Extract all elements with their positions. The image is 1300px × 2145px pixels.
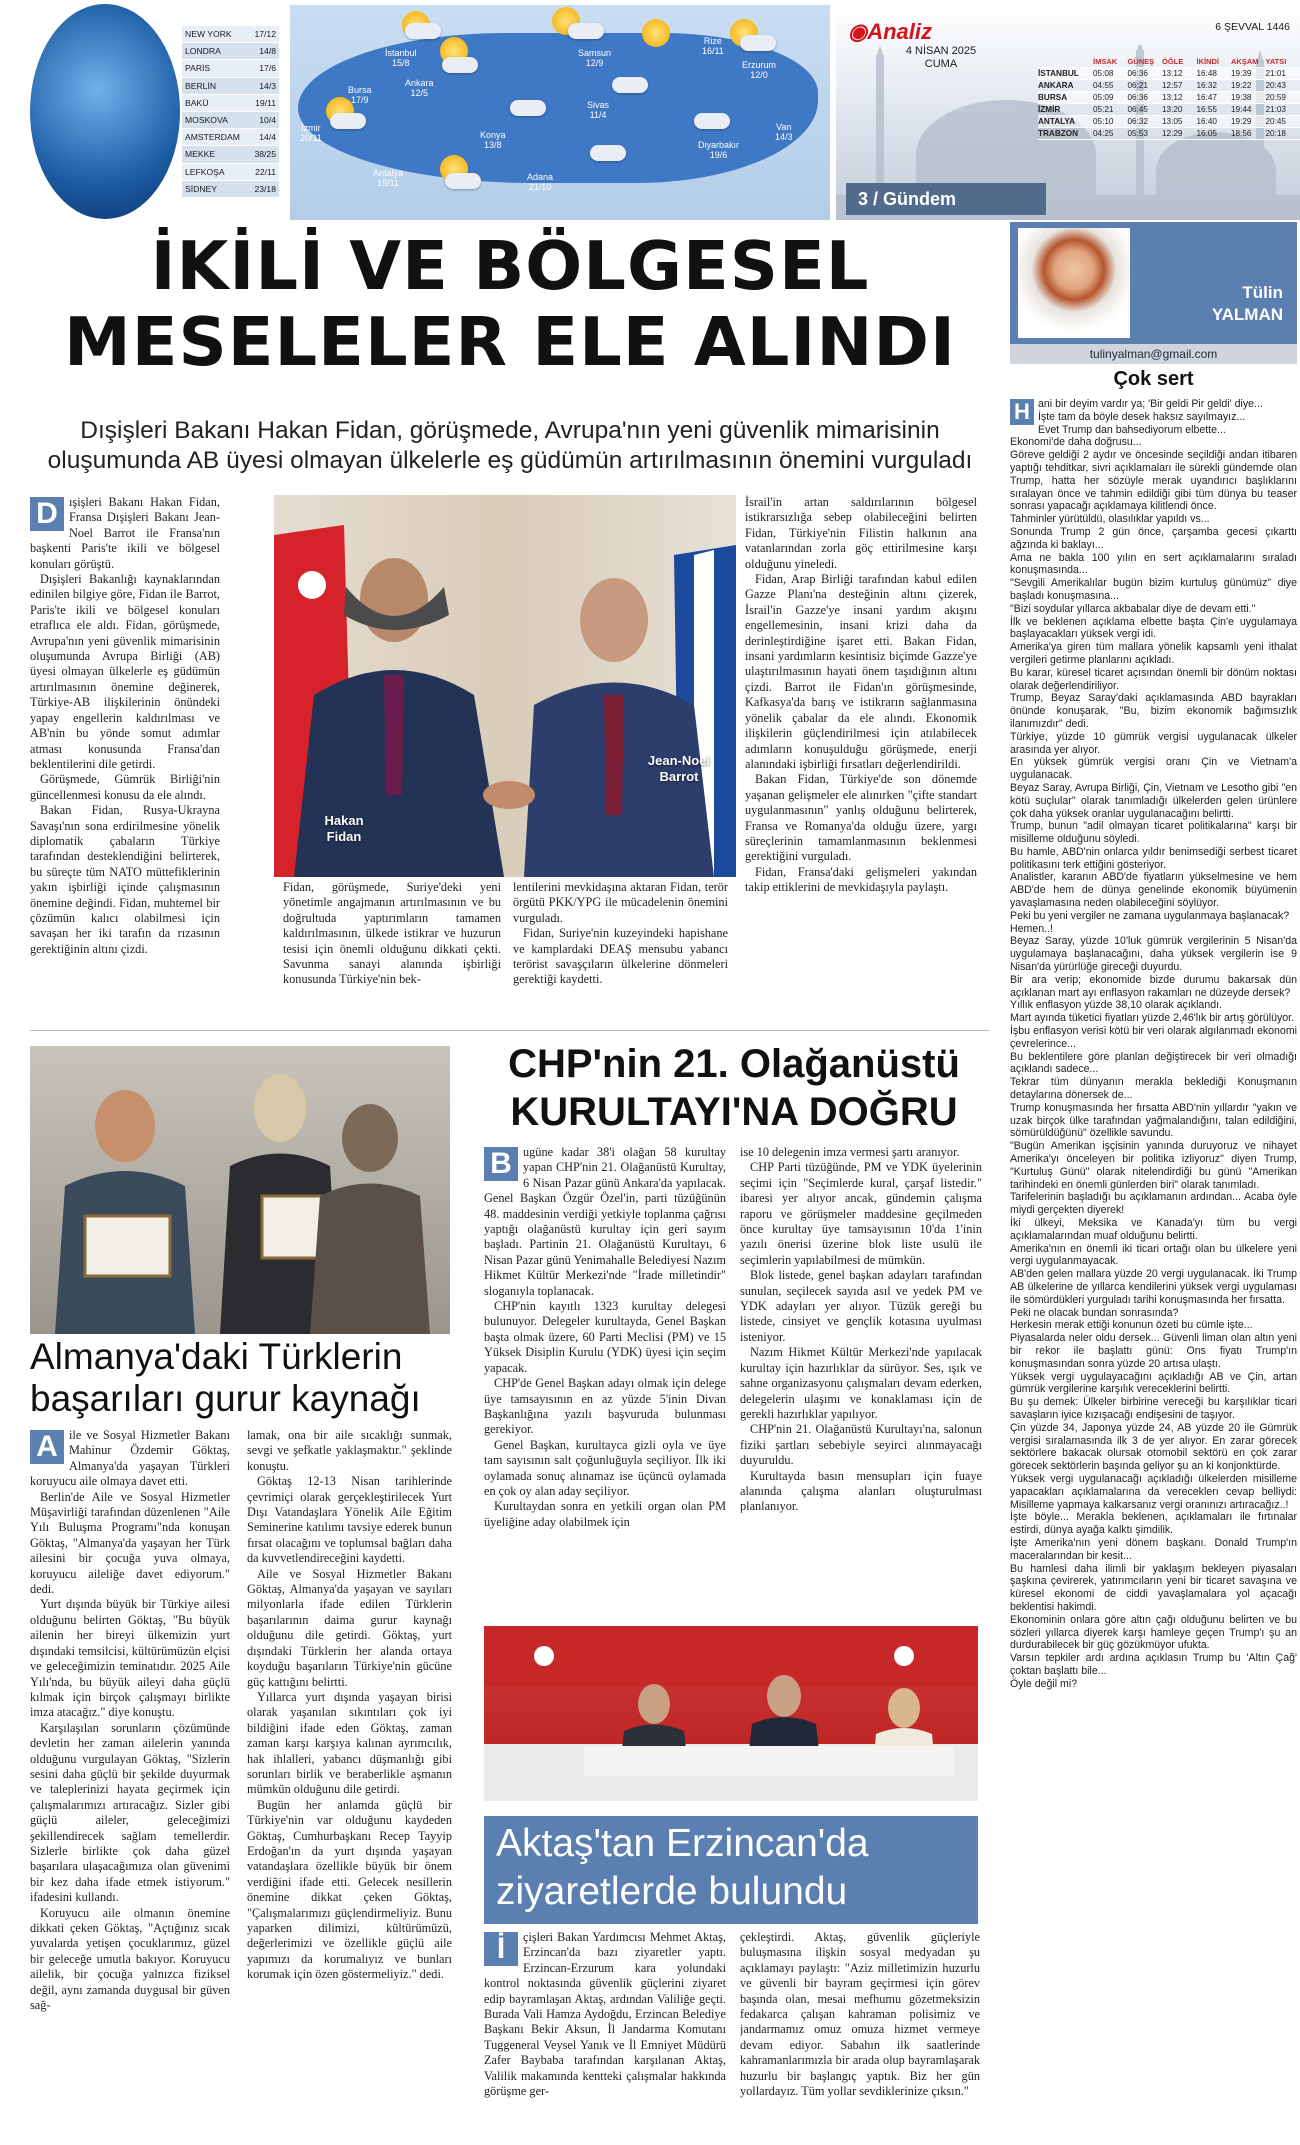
- prayer-time: 13:05: [1162, 117, 1183, 126]
- column-paragraph: [1010, 436, 1297, 449]
- prayer-time: 21:03: [1265, 105, 1286, 114]
- prayer-time: 13:12: [1162, 93, 1183, 102]
- prayer-header: ÖĞLE: [1162, 57, 1184, 66]
- column-paragraph: [1010, 1537, 1297, 1563]
- column-paragraph: [1010, 1652, 1297, 1678]
- map-city: Sivas 11/4: [587, 100, 610, 120]
- column-paragraph: [1010, 756, 1297, 782]
- city-name: BERLİN: [185, 80, 217, 91]
- column-paragraph-text: Ama ne bakla 100 yılın en sert açıklamalarını sıraladı konuşmasında...: [1010, 551, 1297, 577]
- main-article-col2: Fidan, görüşmede, Suriye'deki yeni yönetimle angajmanın artırılmasının ve bu doğrultuda yaptırımların tamamen kaldırılmasının, ülkede istikrar ve huzurun tesisi için önemli olduğunu dikkati çekti. Savunma sanayi alanında işbirliği konusunda Türkiye'nin bek-: [283, 880, 501, 987]
- map-city: Van 14/3: [775, 122, 793, 142]
- column-paragraph: [1010, 1371, 1297, 1397]
- city-temp: 38/25: [254, 149, 276, 160]
- column-paragraph-text: Çin yüzde 34, Japonya yüzde 24, AB yüzde 20 ile Gümrük vergisi sıralamasında ilk 3 de yer alıyor. En zarar görecek sektörlere bakacak olursak otomobil sektörü en çok zarar görecek sektörlerin başında geliyor şu an ki konjonktürde.: [1010, 1421, 1297, 1473]
- prayer-time: 20:43: [1265, 81, 1286, 90]
- column-paragraph: [1010, 1217, 1297, 1243]
- city-name: MEKKE: [185, 149, 216, 160]
- city-name: MOSKOVA: [185, 115, 228, 126]
- column-paragraph-text: Sonunda Trump 2 gün önce, çarşamba gecesi çıkarttı ağzında ki baklayı...: [1010, 525, 1297, 551]
- prayer-time: 16:55: [1196, 105, 1217, 114]
- chp-meeting-photo: [484, 1626, 978, 1801]
- prayer-row: [1038, 116, 1300, 128]
- chp-col1: B ugüne kadar 38'i olağan 58 kurultay yapan CHP'nin 21. Olağanüstü Kurultay, 6 Nisan Pazar günü Ankara'da yapılacak. Genel Başkan Özgür Özel'in, parti tüzüğünün 48. maddesinin verdiği yetkiyle toplanma çağrısı yaptığı olağanüstü kurultay için geri sayım başladı. Partinin 21. Olağanüstü Kurultayı, 6 Nisan Pazar günü Yenimahalle Belediyesi Nazım Hikmet Kültür Merkezi'nde "İrade milletindir" sloganıyla toplanacak. CHP'nin kayıtlı 1323 kurultay delegesi bulunuyor. Delegeler kurultayda, Genel Başkan başta olmak üzere, 60 Parti Meclisi (PM) ve 15 Yüksek Disiplin Kurulu (YDK) üyesi için seçim yapacak. CHP'de Genel Başkan adayı olmak için delege üye tamsayısının en az yüzde 5'inin Divan Başkanlığına yazılı başvuruda bulunması gerekiyor. Genel Başkan, kurultayca gizli oyla ve üye tam sayısının salt çoğunluğuyla seçiliyor. İlk iki oylamada sonuç alınamaz ise üçüncü oylamada en çok oy alan aday seçiliyor. Kurultaydan sonra en yetkili organ olan PM üyeliğine aday olabilmek için: [484, 1145, 726, 1529]
- weather-city-row: [182, 164, 279, 181]
- columnist-header: [1010, 222, 1297, 344]
- column-paragraph: [1010, 603, 1297, 616]
- map-city: Diyarbakır 19/6: [698, 140, 740, 160]
- prayer-header: İMSAK: [1093, 57, 1118, 66]
- prayer-time: 21:01: [1265, 69, 1286, 78]
- prayer-row: [1038, 68, 1300, 80]
- cloud-icon: [694, 113, 730, 129]
- chp-col2: ise 10 delegenin imza vermesi şartı aranıyor. CHP Parti tüzüğünde, PM ve YDK üyelerinin seçimi için "Seçimlerde kural, çarşaf listedir." ibaresi yer alıyor ancak, gündemin çalışma raporu ve görüşmeler maddesine geçilmeden önce kurultay üye tamsayısının 10'da 1'inin yazılı önerisi üzerine blok liste usulü ile seçimlerin yapılabilmesi de mümkün. Blok listede, genel başkan adayları tarafından sunulan, seçilecek sayıda asıl ve yedek PM ve YDK adayları yer alıyor. Tüzük gereği bu listede, cinsiyet ve gençlik kotasına uyulması isteniyor. Nazım Hikmet Kültür Merkezi'nde yapılacak kurultay için hazırlıklar da sürüyor. Ses, ışık ve sahne organizasyonu çalışmaları devam ederken, delegelerin ulaşımı ve konaklaması için de gerekli hazırlıklar yapılıyor. CHP'nin 21. Olağanüstü Kurultayı'na, salonun fiziki şartları sebebiyle seyirci alınmayacağı duyuruldu. Kurultayda basın mensupları için fuaye alanında çalışma alanları oluşturulması planlanıyor.: [740, 1145, 982, 1514]
- column-paragraph: [1010, 1422, 1297, 1473]
- column-title: Çok sert: [1113, 368, 1194, 390]
- prayer-time: 19:22: [1231, 81, 1252, 90]
- ceremony-illustration: [30, 1046, 450, 1334]
- prayer-time: 05:10: [1093, 117, 1114, 126]
- prayer-time: 20:45: [1265, 117, 1286, 126]
- column-paragraph-text: Trump, Beyaz Saray'daki açıklamasında ABD bayrakları önünde konuşarak, "Bu, bizim ekonomik bağımsızlık ilanımızdır" dedi.: [1010, 692, 1297, 730]
- column-paragraph: [1010, 577, 1297, 603]
- cloud-icon: [445, 173, 481, 189]
- meeting-illustration: [484, 1626, 978, 1801]
- column-paragraph-text: İşte tam da böyle desek haksız sayılmayız...: [1038, 410, 1246, 423]
- city-name: LEFKOŞA: [185, 166, 225, 177]
- prayer-row: [1038, 80, 1300, 92]
- column-paragraph-text: Tekrar tüm dünyanın merakla beklediği Konuşmanın detaylarına dönersek de...: [1010, 1076, 1297, 1102]
- column-paragraph: [1010, 1268, 1297, 1306]
- column-paragraph-text: Yıllık enflasyon yüzde 38,10 olarak açıklandı.: [1010, 999, 1222, 1012]
- prayer-time: 20:18: [1265, 129, 1286, 138]
- city-temp: 23/18: [254, 183, 276, 194]
- prayer-city: ANTALYA: [1038, 117, 1076, 126]
- city-name: AMSTERDAM: [185, 132, 240, 143]
- column-paragraph: [1010, 1396, 1297, 1422]
- prayer-time: 13:20: [1162, 105, 1183, 114]
- column-paragraph-text: "Bugün Amerikan işçisinin yanında duruyoruz ve nihayet Amerika'yı önceleyen bir politika izliyoruz" diyen Trump, "Kurtuluş Günü" olarak nitelendirdiği bu günü "Amerikan tarihindeki en önemli günlerden biri" olarak tanımladı.: [1010, 1140, 1297, 1191]
- world-weather-table: [182, 26, 279, 198]
- city-temp: 14/8: [259, 46, 276, 57]
- column-paragraph: [1010, 513, 1297, 526]
- column-paragraph-text: Türkiye, yüzde 10 gümrük vergisi uygulanacak ülkeler arasında yer alıyor.: [1010, 730, 1297, 756]
- column-paragraph: [1010, 616, 1297, 642]
- dropcap: B: [484, 1147, 518, 1181]
- column-paragraph: [1010, 923, 1297, 936]
- column-paragraph-text: En yüksek gümrük vergisi oranı Çin ve Vietnam'a uygulanacak.: [1010, 756, 1297, 782]
- column-paragraph-text: Bu hamle, ABD'nin onlarca yıldır benimsediği serbest ticaret politikasını terk ettiğini gösteriyor.: [1010, 845, 1297, 871]
- prayer-time: 06:36: [1127, 93, 1148, 102]
- prayer-time: 05:53: [1127, 129, 1148, 138]
- column-paragraph-text: Tahminler yürütüldü, olasılıklar yapıldı vs...: [1010, 513, 1210, 526]
- prayer-time: 19:38: [1231, 93, 1252, 102]
- column-paragraph-text: Herkesin merak ettiği konunun özeti bu cümle işte...: [1010, 1319, 1253, 1332]
- map-city: Bursa 17/9: [348, 85, 372, 105]
- column-paragraph: [1010, 1473, 1297, 1511]
- dropcap: H: [1010, 399, 1034, 425]
- divider: [30, 1030, 990, 1031]
- weather-city-row: [182, 26, 279, 43]
- weather-city-row: [182, 43, 279, 60]
- column-paragraph-text: Ekonomi'de daha doğrusu...: [1010, 436, 1142, 449]
- column-paragraph-text: Öyle değil mi?: [1010, 1677, 1078, 1690]
- prayer-time: 19:39: [1231, 69, 1252, 78]
- main-subheadline: Dışişleri Bakanı Hakan Fidan, görüşmede, Avrupa'nın yeni güvenlik mimarisinin oluşumunda AB üyesi olmayan ülkelerle eş güdümün artırılmasının önemini vurguladı: [47, 417, 973, 474]
- column-paragraph-text: Bu hamlesi daha ilimli bir yaklaşım bekleyen piyasaları şaşkına çevirerek, yatırımcıların yeni bir ticaret savaşına ve küresel ekonomi de ciddi yavaşlamalara yol açacağı beklentisi hakimdi.: [1010, 1562, 1297, 1613]
- column-paragraph-text: AB'den gelen mallara yüzde 20 vergi uygulanacak. İki Trump AB ülkelerine de yıllarca kendilerini yüksek vergi uygulaması ile sömürdükleri yurguladı tarihi konuşmasında her fırsatta.: [1010, 1268, 1297, 1306]
- column-paragraph-text: Bir ara verip; ekonomide bizde durumu bakarsak dün açıklanan mart ayı enflasyon rakamları ne düzeyde dersek?: [1010, 973, 1297, 999]
- fidan-barrot-photo: [274, 495, 736, 877]
- column-paragraph-text: Bu şu demek: Ülkeler birbirine vereceği bu karşılıklar ticari savaşların iyice kızışacağı endişesini de taşıyor.: [1010, 1396, 1297, 1421]
- main-article-col1: D ışişleri Bakanı Hakan Fidan, Fransa Dışişleri Bakanı Jean-Noel Barrot ile Fransa'nın başkenti Paris'te ikili ve bölgesel konuları görüştü. Dışişleri Bakanlığı kaynaklarından edinilen bilgiye göre, Fidan ile Barrot, Paris'te ikili ve bölgesel konuları etraflıca ele aldı. Fidan, görüşmede, Avrupa'nın yeni güvenlik mimarisinin oluşumunda Avrupa Birliği (AB) üyesi olmayan ülkelerle eş güdümün artırılmasının önemine değinerek, Türkiye-AB ilişkilerinin önündeki yapay engellerin kaldırılması ve AB'nin bu yönde somut adımlar atması konusunda Fransa'dan beklentilerini dile getirdi. Görüşmede, Gümrük Birliği'nin güncellenmesi konusu da ele alındı. Bakan Fidan, Rusya-Ukrayna Savaşı'nın sona erdirilmesine yönelik diplomatik çabaların Türkiye tarafından desteklendiğini belirterek, bu süreçte tüm NATO müttefiklerinin yakın işbirliği içinde çalışmasının önemine değindi. Fidan, muhtemel bir çözümün kalıcı olabilmesi için savaşan her iki tarafın da rızasının gerektiğinin altını çizdi.: [30, 495, 220, 956]
- city-temp: 17/6: [259, 63, 276, 74]
- column-paragraph-text: İki ülkeyi, Meksika ve Kanada'yı tüm bu vergi açıklamalarından muaf olduğunu belirtti.: [1010, 1217, 1297, 1242]
- sun-icon: [642, 19, 670, 47]
- city-name: NEW YORK: [185, 29, 232, 39]
- aktas-col1: İ çişleri Bakan Yardımcısı Mehmet Aktaş, Erzincan'da bazı ziyaretler yaptı. Erzincan-Erzurum kara yolundaki kontrol noktasında güvenlik güçlerini ziyaret edip bayramlaşan Aktaş, ardından Valiliğe geçti. Burada Vali Hamza Aydoğdu, Erzincan Belediye Başkanı Bekir Aksun, İl Jandarma Komutanı Tuggeneral Veysel Yanık ve İl Emniyet Müdürü Zafer Baybaba tarafından karşılanan Aktaş, Valilik makamında kentteki çalışmalar hakkında görüşme ger-: [484, 1930, 726, 2099]
- prayer-time: 19:29: [1231, 117, 1252, 126]
- column-paragraph-text: Yüksek vergi uygulanacağı açıkladığı ülkelerden misilleme yapacakları açıklamalarına da vereceklerı cevap belliydi: Misilleme yapmaya kalkarsanız vergi oranınızı artıracağız..!: [1010, 1472, 1297, 1511]
- column-paragraph: [1010, 526, 1297, 552]
- prayer-time: 20:59: [1265, 93, 1286, 102]
- hijri-date: 6 ŞEVVAL 1446: [1215, 21, 1290, 33]
- column-paragraph: [1010, 424, 1297, 437]
- column-paragraph-text: İşte Amerika'nın yeni dönem başkanı. Donald Trump'ın maceralarından bir kesit...: [1010, 1536, 1297, 1562]
- column-paragraph: [1010, 782, 1297, 820]
- cloud-icon: [510, 100, 546, 116]
- city-name: PARİS: [185, 63, 211, 74]
- column-paragraph-text: Yüksek vergi uygulayacağını açıkladığı AB ve Çin, artan gümrük vergilerine karşılık vereceklerini belirtti.: [1010, 1370, 1297, 1396]
- column-paragraph: [1010, 910, 1297, 923]
- map-city: Samsun 12/9: [578, 48, 612, 68]
- prayer-time: 16:48: [1196, 69, 1217, 78]
- column-paragraph-text: Beyaz Saray, yüzde 10'luk gümrük vergilerinin 5 Nisan'da uygulamaya başlanacağını, daha yüksek vergilerin ise 9 Nisan'da yürürlüğe gireceği duyurdu.: [1010, 935, 1297, 974]
- prayer-time: 06:32: [1127, 117, 1148, 126]
- prayer-header: GÜNEŞ: [1127, 57, 1155, 66]
- prayer-time: 16:32: [1196, 81, 1217, 90]
- column-paragraph-text: Peki bu yeni vergiler ne zamana uygulanmaya başlanacak?: [1010, 909, 1290, 922]
- city-temp: 17/12: [254, 29, 276, 39]
- prayer-time: 06:36: [1127, 69, 1148, 78]
- prayer-time: 12:29: [1162, 129, 1183, 138]
- photo-caption-left: Hakan Fidan: [324, 813, 364, 844]
- column-paragraph: [1010, 1243, 1297, 1269]
- weather-city-row: [182, 60, 279, 77]
- masthead-panel: [836, 5, 1300, 220]
- city-name: SİDNEY: [185, 183, 217, 194]
- column-paragraph: [1010, 1614, 1297, 1652]
- column-paragraph-text: "Sevgili Amerikalılar bugün bizim kurtuluş günümüz" diye başladı konuşmasına...: [1010, 577, 1297, 602]
- map-city: Antalya 19/11: [373, 168, 404, 188]
- column-paragraph-text: Peki ne olacak bundan sonrasında?: [1010, 1306, 1179, 1319]
- column-paragraph: [1010, 1025, 1297, 1051]
- weather-city-row: [182, 181, 279, 198]
- main-headline: İKİLİ VE BÖLGESEL MESELELER ELE ALINDI: [64, 227, 956, 381]
- prayer-time: 04:25: [1093, 129, 1114, 138]
- aktas-headline: Aktaş'tan Erzincan'da ziyaretlerde bulundu: [496, 1822, 869, 1913]
- column-paragraph: [1010, 1307, 1297, 1320]
- prayer-city: İSTANBUL: [1038, 69, 1079, 78]
- prayer-time: 05:21: [1093, 105, 1114, 114]
- column-paragraph-text: İşte böyle... Merakla beklenen, açıklamaları ile fırtınalar estirdi, dünya ayağa kalktı şimdilik.: [1010, 1511, 1297, 1537]
- cloud-icon: [330, 113, 366, 129]
- city-name: BAKÜ: [185, 97, 209, 108]
- map-city: Konya 13/8: [480, 130, 506, 150]
- aktas-col2: çekleştirdi. Aktaş, güvenlik güçleriyle buluşmasına ilişkin sosyal medyadan şu açıklamayı paylaştı: "Aziz milletimizin huzurlu ve güvenli bir bayram geçirmesi için görev başında olan, mesai mefhumu gözetmeksizin fedakarca çalışan kahraman polisimiz ve jandarmamız omuz omuza hizmet vermeye devam ediyor. Sabahın ilk saatlerinde kahramanlarımızla bir arada olup bayramlaşarak huzurlu bir başlangıç yaptık. Biz her gün yollardayız. Tüm yollar sevdiklerinize çıksın.": [740, 1930, 980, 2099]
- column-paragraph-text: Amerika'ya giren tüm mallara yönelik kapsamlı yeni ithalat vergileri getirme planlarını açıkladı.: [1010, 641, 1297, 666]
- column-paragraph: [1010, 1191, 1297, 1217]
- prayer-time: 12:57: [1162, 81, 1183, 90]
- column-paragraph: [1010, 411, 1297, 424]
- column-paragraph: [1010, 667, 1297, 693]
- prayer-row: [1038, 92, 1300, 104]
- prayer-row: [1038, 104, 1300, 116]
- column-paragraph-text: Göreve geldiği 2 aydır ve öncesinde seçildiği andan itibaren yaptığı tehditkar, sivri açıklamaları ile sürekli gündemde olan Trump, hatta her sözüyle merak uyandırıcı başlıklarını sıralayan önce ve tahmin edildiği gibi tüm dünya bu teaser sonrası yapacağı açıklamaya kilitlendi önce.: [1010, 449, 1297, 513]
- column-paragraph-text: Analistler, karanın ABD'de fiyatların yükselmesine ve hem ABD'de hem de dünya genelinde ekonomik büyümenin yavaşlamasına neden olabileceğini söylüyor.: [1010, 871, 1297, 910]
- column-paragraph: [1010, 1511, 1297, 1537]
- column-paragraph: [1010, 820, 1297, 846]
- globe-illustration: [30, 4, 180, 219]
- prayer-city: İZMİR: [1038, 105, 1061, 114]
- cloud-icon: [568, 23, 604, 39]
- weather-city-row: [182, 146, 279, 163]
- column-paragraph-text: Bu karar, küresel ticaret açısından önemli bir dönüm noktası olarak değerlendiriliyor.: [1010, 666, 1297, 692]
- prayer-time: 16:40: [1196, 117, 1217, 126]
- prayer-time: 06:21: [1127, 81, 1148, 90]
- column-paragraph-text: Trump, bunun "adil olmayan ticaret politikalarına" karşı bir misilleme olduğunu söyledi.: [1010, 820, 1297, 846]
- prayer-time: 13:12: [1162, 69, 1183, 78]
- city-temp: 14/3: [259, 80, 276, 91]
- photo-caption-right: Jean-Noel Barrot: [647, 753, 711, 784]
- column-paragraph: [1010, 552, 1297, 578]
- prayer-time: 05:08: [1093, 69, 1114, 78]
- map-city: Adana 21/10: [527, 172, 554, 192]
- column-paragraph: [1010, 999, 1297, 1012]
- prayer-time: 06:45: [1127, 105, 1148, 114]
- prayer-header: AKŞAM: [1231, 57, 1259, 66]
- main-article-col4: İsrail'in artan saldırılarının bölgesel istikrarsızlığa sebep olabileceğini belirten Fidan, Türkiye'nin Filistin halkının ana vatanlarından zorla göç ettirilmesine karşı olduğunu yineledi. Fidan, Arap Birliği tarafından kabul edilen Gazze Planı'na desteğinin altını çizerek, İsrail'in Gazze'ye insani yardım akışını engellemesinin, insani krizi daha da derinleştirdiğine işaret etti. Bakan Fidan, insani yardımların kesintisiz biçimde Gazze'ye ulaştırılmasının hayati önem taşıdığının altını çizdi. Barrot ile Fidan'ın görüşmesinde, Kafkasya'da barış ve istikrarın sağlanmasına yönelik çabalar da ele alındı. Ekonomik ilişkilerin güçlendirilmesi için atılabilecek adımların konuşulduğu görüşmede, enerji alanındaki işbirliği fırsatları değerlendirildi. Bakan Fidan, Türkiye'de son dönemde yaşanan gelişmeler ele alınırken "çifte standart uygulanmasının" yanlış olduğunu belirterek, Fransa ve Romanya'da olduğu üzere, yargı süreçlerinin tamamlanmasının beklenmesi gerektiğini vurguladı. Fidan, Fransa'daki gelişmeleri yakından takip ettiklerini de mevkidaşıyla paylaştı.: [745, 495, 977, 895]
- prayer-header: YATSI: [1265, 57, 1287, 66]
- column-paragraph-text: "Bizi soydular yıllarca akbabalar diye de devam etti.": [1010, 602, 1256, 615]
- column-paragraph-text: Beyaz Saray, Avrupa Birliği, Çin, Vietnam ve Lesotho gibi "en kötü suçlular" olarak tanımladığı ülkelerden gelen ürünlere çok daha yüksek oranlar uygulanacağını belirtti.: [1010, 781, 1297, 820]
- prayer-time: 16:47: [1196, 93, 1217, 102]
- column-paragraph-text: ani bir deyim vardır ya; 'Bir geldi Pir geldi' diye...: [1038, 398, 1263, 410]
- column-paragraph: [1010, 1332, 1297, 1370]
- column-paragraph: [1010, 1076, 1297, 1102]
- column-paragraph-text: Hemen..!: [1010, 922, 1053, 935]
- column-paragraph: [1010, 641, 1297, 667]
- prayer-time: 04:55: [1093, 81, 1114, 90]
- prayer-time: 16:05: [1196, 129, 1217, 138]
- aktas-headline-box: [484, 1816, 978, 1924]
- column-paragraph-text: Mart ayında tüketici fiyatları yüzde 2,46'lık bir artış görülüyor.: [1010, 1012, 1295, 1025]
- map-city: İzmir 20/11: [300, 123, 322, 143]
- prayer-time: 05:09: [1093, 93, 1114, 102]
- prayer-time: 19:44: [1231, 105, 1252, 114]
- prayer-city: BURSA: [1038, 93, 1068, 102]
- column-paragraph: [1010, 871, 1297, 909]
- column-paragraph: [1010, 1051, 1297, 1077]
- main-article-col3: lentilerini mevkidaşına aktaran Fidan, terör örgütü PKK/YPG ile mücadelenin önemini vurguladı. Fidan, Suriye'nin kuzeyindeki hapishane ve kamplardaki DEAŞ mensubu yabancı terörist savaşçıların ülkelerine dönmeleri gerektiği kaydetti.: [513, 880, 728, 987]
- columnist-name: Tülin YALMAN: [1211, 283, 1283, 324]
- column-paragraph-text: Varsın tepkiler ardı ardına açıklasın Trump bu 'Altın Çağ' çoktan başlattı bile...: [1010, 1652, 1297, 1677]
- column-paragraph: [1010, 692, 1297, 730]
- prayer-times-table: [1038, 56, 1300, 140]
- section-label: 3 / Gündem: [846, 183, 1046, 215]
- cloud-icon: [590, 145, 626, 161]
- map-city: Rize 16/11: [702, 36, 724, 56]
- newspaper-logo: ◉Analiz: [848, 19, 932, 44]
- column-body: [1010, 398, 1297, 2143]
- column-paragraph: [1010, 846, 1297, 872]
- almanya-col2: lamak, ona bir aile sıcaklığı sunmak, sevgi ve şefkatle yaklaşmaktır." şeklinde konuştu. Göktaş 12-13 Nisan tarihlerinde çevrimiçi olarak gerçekleştirilecek Yurt Dışı Vatandaşlara Yönelik Aile Eğitim Seminerine katılımı tavsiye ederek bunun fırsat olacağını ve toplumsal bağları daha da kuvvetlendireceğini kaydetti. Aile ve Sosyal Hizmetler Bakanı Göktaş, Almanya'da yaşayan ve sayıları milyonlarla ifade edilen Türklerin başarılarının daima gurur kaynağı olduğunu dile getirdi. Göktaş, yurt dışındaki Türklerin her alanda ortaya koyduğu başarıların Türkiye'nin gücüne güç kattığını belirtti. Yıllarca yurt dışında yaşayan birisi olarak yaşanılan sıkıntıları çok iyi bildiğini ifade eden Göktaş, zaman zaman karşı karşıya kalınan ayrımcılık, hak ihlalleri, yabancı düşmanlığı gibi sorunları birlik ve beraberlikle aşmanın mümkün olduğunu dile getirdi. Bugün her anlamda güçlü bir Türkiye'nin var olduğunu kaydeden Göktaş, Cumhurbaşkanı Recep Tayyip Erdoğan'ın da yurt dışında yaşayan vatandaşlara özellikle büyük bir önem verdiğini ifade etti. Gelecek nesillerin önemine dikkat çeken Göktaş, "Çalışmalarımızı güçlendirmeliyiz. Bunu yaparken dilimizi, kültürümüzü, değerlerimizi ve özellikle güçlü aile yapımızı da korumalıyız ve bunları korumak için özen göstermeliyiz." dedi.: [247, 1428, 452, 1982]
- dropcap: İ: [484, 1932, 518, 1966]
- column-paragraph-text: Evet Trump dan bahsediyorum elbette...: [1038, 423, 1226, 436]
- cloud-icon: [612, 77, 648, 93]
- columnist-email[interactable]: tulinyalman@gmail.com: [1010, 344, 1297, 364]
- issue-date: 4 NİSAN 2025 CUMA: [905, 45, 977, 70]
- column-paragraph-text: Piyasalarda neler oldu dersek... Güvenli liman olan altın yeni bir rekor ile başlattı günü: Ons fiyatı Trump'ın konuşmasından sonra yüzde 20 artısa ulaştı.: [1010, 1332, 1297, 1370]
- map-city: Ankara 12/5: [405, 78, 434, 98]
- turkey-map-shape: [298, 33, 818, 183]
- map-city: Erzurum 12/0: [742, 60, 777, 80]
- prayer-time: 18:56: [1231, 129, 1252, 138]
- weather-city-row: [182, 112, 279, 129]
- cloud-icon: [405, 23, 441, 39]
- city-temp: 22/11: [255, 166, 276, 177]
- prayer-row: [1038, 128, 1300, 140]
- column-paragraph: [1010, 1102, 1297, 1140]
- city-temp: 10/4: [259, 115, 276, 126]
- weather-city-row: [182, 95, 279, 112]
- dropcap: D: [30, 497, 64, 531]
- column-paragraph: [1010, 935, 1297, 973]
- turkey-weather-map: [290, 5, 830, 220]
- column-paragraph: [1010, 1319, 1297, 1332]
- prayer-city: TRABZON: [1038, 129, 1079, 138]
- prayer-city: ANKARA: [1038, 81, 1074, 90]
- city-name: LONDRA: [185, 46, 221, 57]
- column-paragraph-text: İlk ve beklenen açıklama elbette başta Çin'e uygulamaya başlayacakları yüksek vergi idi.: [1010, 615, 1297, 641]
- column-paragraph-text: İşbu enflasyon verisi kötü bir veri olarak algılanmadı ekonomi çevrelerince...: [1010, 1025, 1297, 1050]
- column-paragraph: [1010, 731, 1297, 757]
- column-paragraph: [1010, 1563, 1297, 1614]
- prayer-header: İKİNDİ: [1196, 57, 1219, 66]
- cloud-icon: [740, 35, 776, 51]
- almanya-headline: Almanya'daki Türklerin başarıları gurur kaynağı: [30, 1336, 421, 1419]
- weather-city-row: [182, 78, 279, 95]
- city-temp: 19/11: [255, 97, 276, 108]
- columnist-photo: [1018, 228, 1130, 338]
- column-paragraph-text: Trump konuşmasında her fırsatta ABD'nin yıllardır "yakın ve uzak birçok ülke tarafından yağmalandığını, talan edildiğini, sömürüldüğünü" özellikle savundu.: [1010, 1101, 1297, 1140]
- city-temp: 14/4: [259, 132, 276, 143]
- column-paragraph-text: Tarifelerinin başladığı bu açıklamanın ardından... Acaba öyle miydi gerçekten diyerek!: [1010, 1191, 1297, 1217]
- goktas-ceremony-photo: [30, 1046, 450, 1334]
- column-paragraph-text: Amerika'nın en önemli iki ticari ortağı olan bu ülkelere yeni vergi uygulanmayacak.: [1010, 1242, 1297, 1268]
- column-paragraph: [1010, 1012, 1297, 1025]
- column-paragraph-text: Ekonominin onlara göre altın çağı olduğunu belirten ve bu sözleri yıllarca diyerek karşı hamleye geçen Trump'ı şu an durdurabilecek bir güç gözükmüyor ufukta.: [1010, 1613, 1297, 1652]
- column-paragraph: [1010, 1140, 1297, 1191]
- weather-city-row: [182, 129, 279, 146]
- cloud-icon: [442, 57, 478, 73]
- almanya-col1: A ile ve Sosyal Hizmetler Bakanı Mahinur Özdemir Göktaş, Almanya'da yaşayan Türkleri koruyucu aile olmaya davet etti. Berlin'de Aile ve Sosyal Hizmetler Müşavirliği tarafından düzenlenen "Aile Yılı Buluşma Programı"nda konuşan Göktaş, "Almanya'da yaşayan her Türk ailesini bir çocuğa yuva olmaya, koruyucu aileliğe davet ediyorum." dedi. Yurt dışında büyük bir Türkiye ailesi olduğunu belirten Göktaş, "Bu büyük ailenin her bireyi ülkemizin yurt dışındaki temsilcisi, kültürümüzün elçisi ve geleceğimizin teminatıdır. 2025 Aile Yılı'nda, bu büyük aileyi daha güçlü kılmak için birçok çalışmayı birlikte imza atacağız." diye konuştu. Karşılaşılan sorunların çözümünde devletin her zaman ailelerin yanında olduğunu vurgulayan Göktaş, "Sizlerin sesini daha güçlü bir şekilde duyurmak ve taleplerinizi hayata geçirmek için çalışmalarımızı artıracağız. Sizler gibi güçlü aileler, geleceğimizi şekillendirecek sağlam temellerdir. Sizlerle birlikte çok daha güzel başarılara ulaşacağımıza olan güvenimi bir kez daha ifade etmek istiyorum." ifadesini kullandı. Koruyucu aile olmanın önemine dikkati çeken Göktaş, "Açtığınız sıcak yuvalarda yetişen çocuklarımız, güzel bir geleceğe umutla bakıyor. Koruyucu ailelik, bir çocuğa yalnızca fiziksel değil, aynı zamanda duygusal bir güven sağ-: [30, 1428, 230, 2013]
- chp-headline: CHP'nin 21. Olağanüstü KURULTAYI'NA DOĞRU: [508, 1042, 960, 1134]
- column-paragraph: [1010, 449, 1297, 513]
- prayer-header-row: [1038, 56, 1300, 68]
- column-paragraph: [1010, 974, 1297, 1000]
- column-paragraph: [1010, 1678, 1297, 1691]
- map-city: İstanbul 15/8: [385, 48, 417, 68]
- dropcap: A: [30, 1430, 64, 1464]
- column-paragraph-text: Bu beklentilere göre planlan değiştirecek bir veri olmadığı açıklandı sadece...: [1010, 1050, 1297, 1076]
